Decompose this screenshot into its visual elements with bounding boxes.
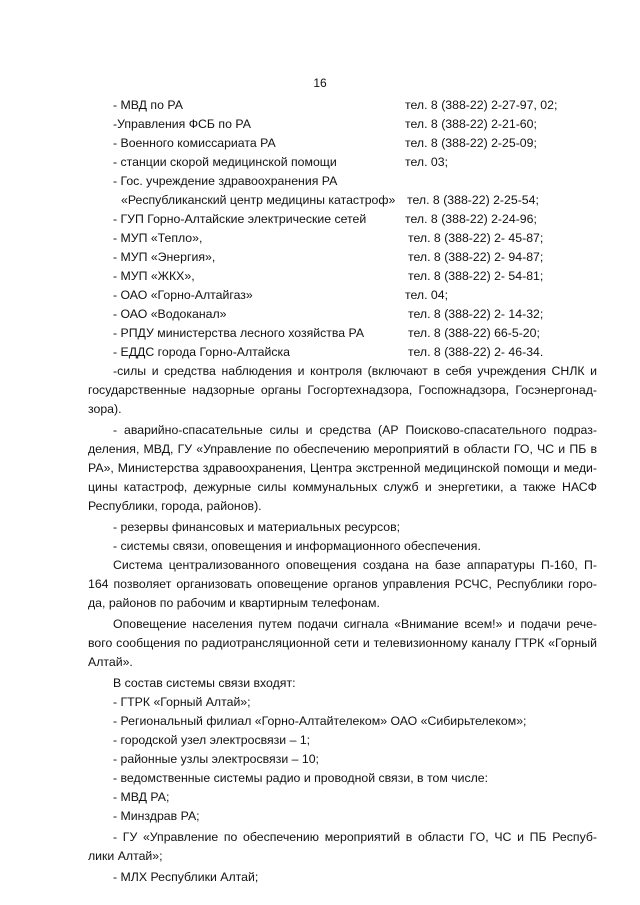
paragraph-line: В состав системы связи входят: — [113, 676, 296, 690]
contact-name: - МУП «Тепло», — [113, 231, 203, 245]
paragraph-line: - аварийно-спасательные силы и средства (АР Поисково-спасательного подраз- — [113, 423, 597, 437]
contact-name: - Военного комиссариата РА — [113, 136, 276, 150]
contact-name: - МВД по РА — [113, 98, 183, 112]
paragraph-line: зора). — [88, 402, 122, 416]
paragraph-line: РА», Министерства здравоохранения, Центра экстренной медицинской помощи и меди- — [88, 461, 597, 475]
paragraph-line: - резервы финансовых и материальных ресурсов; — [113, 520, 401, 534]
contact-name: «Республиканский центр медицины катастроф» — [121, 193, 396, 207]
contact-name: - ГУП Горно-Алтайские электрические сетей — [113, 212, 367, 226]
paragraph-line: - системы связи, оповещения и информационного обеспечения. — [113, 539, 481, 553]
list-item: - МВД РА; — [113, 790, 170, 804]
paragraph-line: 164 позволяет организовать оповещение органов управления РСЧС, Республики горо- — [88, 577, 597, 591]
contact-name: - МУП «ЖКХ», — [113, 269, 195, 283]
contact-name: - ЕДДС города Горно-Алтайска — [113, 345, 291, 359]
paragraph-line: деления, МВД, ГУ «Управление по обеспечению мероприятий в области ГО, ЧС и ПБ в — [88, 442, 597, 456]
contact-name: - станции скорой медицинской помощи — [113, 155, 337, 169]
paragraph-line: Республики, города, районов). — [88, 499, 262, 513]
list-item: - МЛХ Республики Алтай; — [113, 870, 259, 884]
list-item: - городской узел электросвязи – 1; — [113, 733, 311, 747]
list-item: - ведомственные системы радио и проводной связи, в том числе: — [113, 771, 489, 785]
paragraph-line: да, районов по рабочим и квартирным телефонам. — [88, 596, 380, 610]
contact-tel: тел. 8 (388-22) 2-25-09; — [405, 136, 537, 150]
paragraph-line: лики Алтай»; — [88, 849, 163, 863]
contact-tel: тел. 8 (388-22) 2-25-54; — [407, 193, 539, 207]
contact-name: - РПДУ министерства лесного хозяйства РА — [113, 326, 365, 340]
paragraph-line: вого сообщения по радиотрансляционной сети и телевизионному каналу ГТРК «Горный — [88, 636, 597, 650]
list-item: - Минздрав РА; — [113, 809, 200, 823]
contact-tel: тел. 8 (388-22) 2- 45-87; — [408, 231, 544, 245]
contact-tel: тел. 8 (388-22) 2-24-96; — [405, 212, 537, 226]
list-item: - ГТРК «Горный Алтай»; — [113, 695, 251, 709]
contact-name: - МУП «Энергия», — [113, 250, 216, 264]
paragraph-line: Система централизованного оповещения создана на базе аппаратуры П-160, П- — [113, 558, 597, 572]
list-item: - Региональный филиал «Горно-Алтайтелеком» ОАО «Сибирьтелеком»; — [113, 714, 527, 728]
contact-tel: тел. 8 (388-22) 2- 14-32; — [408, 307, 544, 321]
contact-name: - ОАО «Горно-Алтайгаз» — [113, 288, 253, 302]
paragraph-line: - ГУ «Управление по обеспечению мероприятий в области ГО, ЧС и ПБ Респуб- — [113, 830, 597, 844]
paragraph-line: -силы и средства наблюдения и контроля (включают в себя учреждения СНЛК и — [113, 364, 597, 378]
paragraph-line: государственные надзорные органы Госгортехнадзора, Госпожнадзора, Госэнергонад- — [88, 383, 597, 397]
paragraph-line: цины катастроф, дежурные силы коммунальных служб и энергетики, а также НАСФ — [88, 480, 597, 494]
contact-name: -Управления ФСБ по РА — [113, 117, 251, 131]
contact-tel: тел. 04; — [405, 288, 449, 302]
list-item: - районные узлы электросвязи – 10; — [113, 752, 319, 766]
contact-tel: тел. 03; — [405, 155, 449, 169]
paragraph-line: Оповещение населения путем подачи сигнала «Внимание всем!» и подачи рече- — [113, 617, 597, 631]
contact-tel: тел. 8 (388-22) 2-27-97, 02; — [405, 98, 558, 112]
contact-tel: тел. 8 (388-22) 2- 54-81; — [408, 269, 544, 283]
contact-tel: тел. 8 (388-22) 66-5-20; — [408, 326, 540, 340]
contact-name: - Гос. учреждение здравоохранения РА — [113, 174, 338, 188]
contact-tel: тел. 8 (388-22) 2-21-60; — [405, 117, 537, 131]
contact-tel: тел. 8 (388-22) 2- 94-87; — [408, 250, 544, 264]
page-number: 16 — [313, 76, 327, 90]
paragraph-line: Алтай». — [88, 655, 133, 669]
contact-tel: тел. 8 (388-22) 2- 46-34. — [408, 345, 544, 359]
contact-name: - ОАО «Водоканал» — [113, 307, 227, 321]
